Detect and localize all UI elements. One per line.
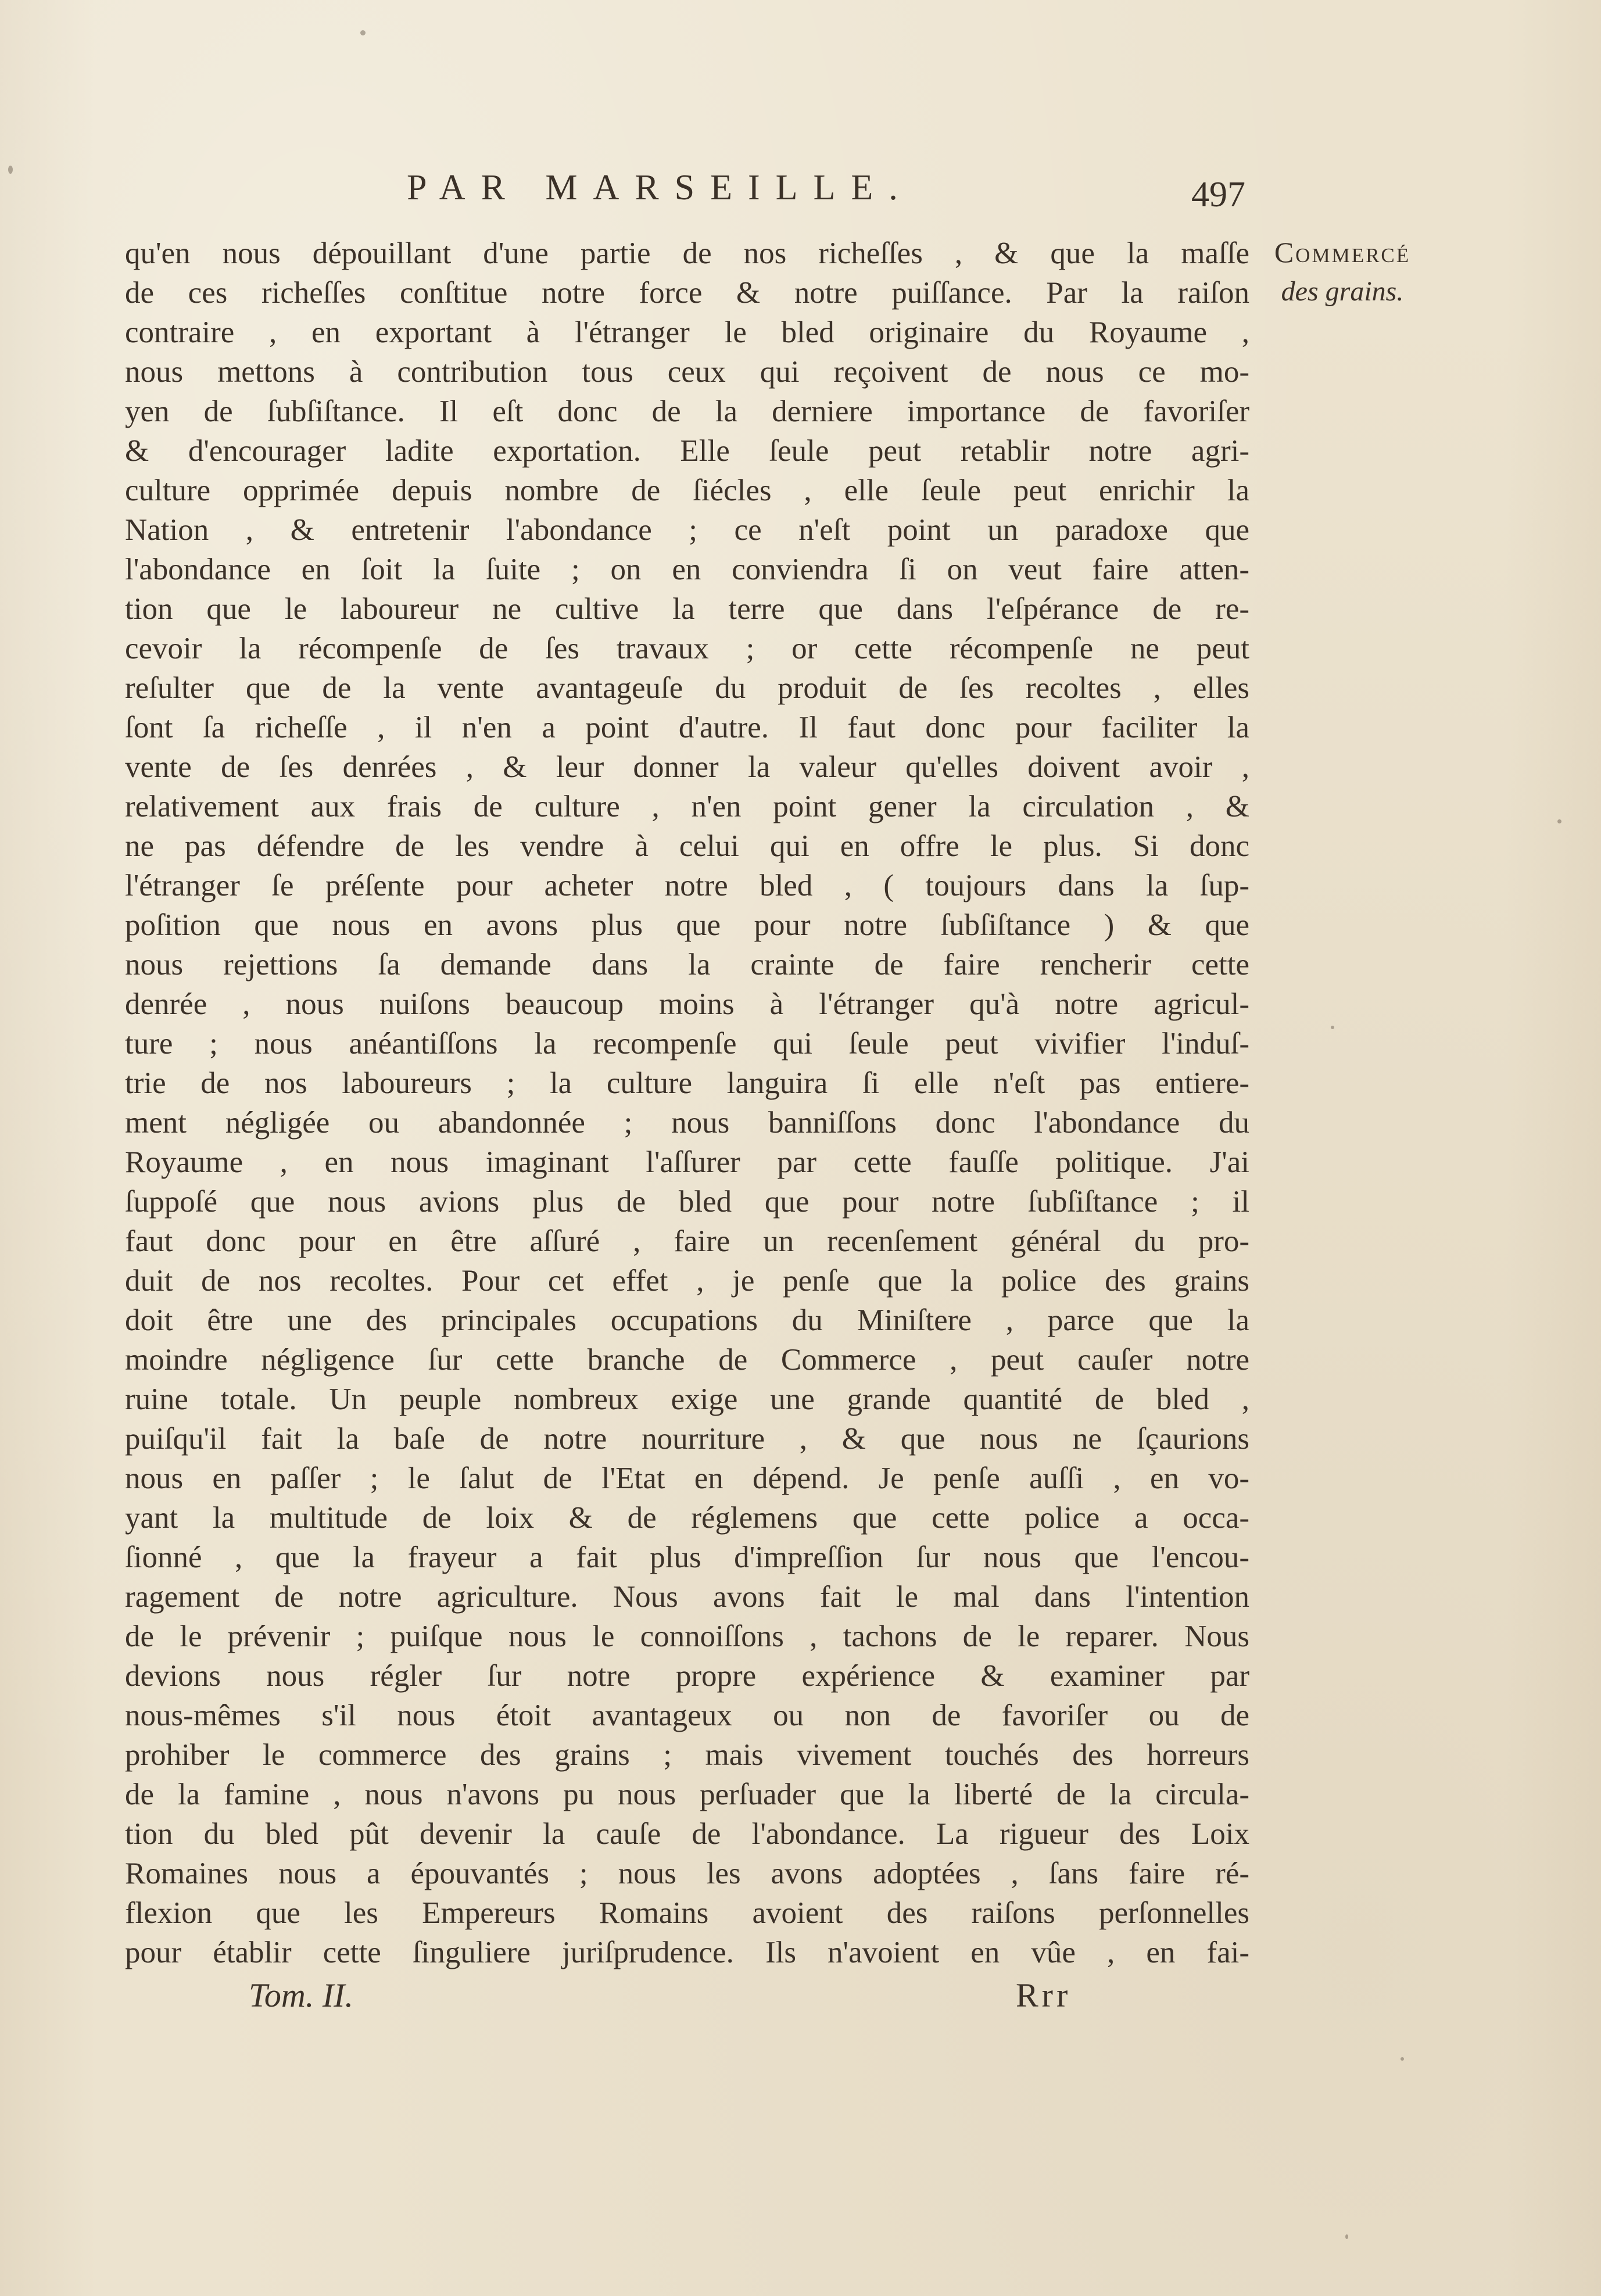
- text-line: nous-mêmes s'il nous étoit avantageux ou non de favoriſer ou de: [125, 1699, 1249, 1732]
- text-line: ne pas défendre de les vendre à celui qui en offre le plus. Si donc: [125, 829, 1249, 863]
- text-line: nous en paſſer ; le ſalut de l'Etat en dépend. Je penſe auſſi , en vo-: [125, 1462, 1249, 1495]
- text-line: culture opprimée depuis nombre de ſiécles , elle ſeule peut enrichir la: [125, 474, 1249, 507]
- paper-speck: [1331, 1026, 1334, 1029]
- text-line: Nation , & entretenir l'abondance ; ce n'eſt point un paradoxe que: [125, 513, 1249, 547]
- margin-note: [1226, 232, 1459, 311]
- text-line: pour établir cette ſinguliere juriſprudence. Ils n'avoient en vûe , en fai-: [125, 1936, 1249, 1969]
- text-line: Romaines nous a épouvantés ; nous les avons adoptées , ſans faire ré-: [125, 1857, 1249, 1890]
- text-line: duit de nos recoltes. Pour cet effet , je penſe que la police des grains: [125, 1264, 1249, 1298]
- volume-marker: Tom. II.: [249, 1976, 353, 2014]
- text-line: nous rejettions ſa demande dans la crainte de faire rencherir cette: [125, 948, 1249, 982]
- text-line: nous mettons à contribution tous ceux qui reçoivent de nous ce mo-: [125, 355, 1249, 389]
- paper-speck: [360, 30, 366, 35]
- text-line: yant la multitude de loix & de réglemens que cette police a occa-: [125, 1501, 1249, 1535]
- text-line: de ces richeſſes conſtitue notre force & notre puiſſance. Par la raiſon: [125, 276, 1249, 310]
- text-line: ſont ſa richeſſe , il n'en a point d'autre. Il faut donc pour faciliter la: [125, 711, 1249, 744]
- text-line: ruine totale. Un peuple nombreux exige une grande quantité de bled ,: [125, 1382, 1249, 1416]
- text-line: relativement aux frais de culture , n'en point gener la circulation , &: [125, 790, 1249, 823]
- running-title: PAR MARSEILLE.: [407, 168, 914, 207]
- text-line: ſionné , que la frayeur a fait plus d'impreſſion ſur nous que l'encou-: [125, 1541, 1249, 1574]
- text-line: yen de ſubſiſtance. Il eſt donc de la derniere importance de favoriſer: [125, 395, 1249, 428]
- text-line: flexion que les Empereurs Romains avoient des raiſons perſonnelles: [125, 1896, 1249, 1930]
- text-line: Royaume , en nous imaginant l'aſſurer par cette fauſſe politique. J'ai: [125, 1145, 1249, 1179]
- text-line: & d'encourager ladite exportation. Elle ſeule peut retablir notre agri-: [125, 434, 1249, 468]
- text-line: de la famine , nous n'avons pu nous perſuader que la liberté de la circula-: [125, 1778, 1249, 1811]
- text-line: ment négligée ou abandonnée ; nous banniſſons donc l'abondance du: [125, 1106, 1249, 1140]
- margin-note-line-2: des grains.: [1281, 276, 1404, 307]
- text-line: faut donc pour en être aſſuré , faire un recenſement général du pro-: [125, 1224, 1249, 1258]
- paper-speck: [1557, 819, 1561, 823]
- page-number: 497: [1191, 175, 1245, 214]
- text-line: poſition que nous en avons plus que pour notre ſubſiſtance ) & que: [125, 908, 1249, 942]
- paper-speck: [1345, 2234, 1348, 2239]
- text-line: moindre négligence ſur cette branche de Commerce , peut cauſer notre: [125, 1343, 1249, 1377]
- text-line: prohiber le commerce des grains ; mais vivement touchés des horreurs: [125, 1738, 1249, 1772]
- margin-note-line-1: Commercé: [1274, 236, 1411, 268]
- text-line: de le prévenir ; puiſque nous le connoiſſons , tachons de le reparer. Nous: [125, 1620, 1249, 1653]
- text-line: l'étranger ſe préſente pour acheter notre bled , ( toujours dans la ſup-: [125, 869, 1249, 902]
- text-line: tion que le laboureur ne cultive la terre que dans l'eſpérance de re-: [125, 592, 1249, 626]
- text-line: doit être une des principales occupations du Miniſtere , parce que la: [125, 1303, 1249, 1337]
- text-line: ſuppoſé que nous avions plus de bled que pour notre ſubſiſtance ; il: [125, 1185, 1249, 1219]
- text-line: reſulter que de la vente avantageuſe du produit de ſes recoltes , elles: [125, 671, 1249, 705]
- text-line: l'abondance en ſoit la ſuite ; on en conviendra ſi on veut faire atten-: [125, 553, 1249, 586]
- text-line: cevoir la récompenſe de ſes travaux ; or cette récompenſe ne peut: [125, 632, 1249, 665]
- text-line: qu'en nous dépouillant d'une partie de nos richeſſes , & que la maſſe: [125, 237, 1249, 270]
- text-line: devions nous régler ſur notre propre expérience & examiner par: [125, 1659, 1249, 1693]
- text-line: puiſqu'il fait la baſe de notre nourriture , & que nous ne ſçaurions: [125, 1422, 1249, 1456]
- text-line: vente de ſes denrées , & leur donner la valeur qu'elles doivent avoir ,: [125, 750, 1249, 784]
- text-line: ture ; nous anéantiſſons la recompenſe qui ſeule peut vivifier l'induſ-: [125, 1027, 1249, 1061]
- text-line: contraire , en exportant à l'étranger le bled originaire du Royaume ,: [125, 316, 1249, 349]
- text-line: trie de nos laboureurs ; la culture languira ſi elle n'eſt pas entiere-: [125, 1066, 1249, 1100]
- signature-mark: Rrr: [1016, 1976, 1072, 2014]
- text-line: denrée , nous nuiſons beaucoup moins à l'étranger qu'à notre agricul-: [125, 987, 1249, 1021]
- text-line: ragement de notre agriculture. Nous avons fait le mal dans l'intention: [125, 1580, 1249, 1614]
- paper-speck: [1401, 2057, 1404, 2061]
- body-text: [125, 234, 1249, 1972]
- paper-speck: [8, 166, 13, 174]
- text-line: tion du bled pût devenir la cauſe de l'abondance. La rigueur des Loix: [125, 1817, 1249, 1851]
- page-footer: [0, 1976, 1601, 2022]
